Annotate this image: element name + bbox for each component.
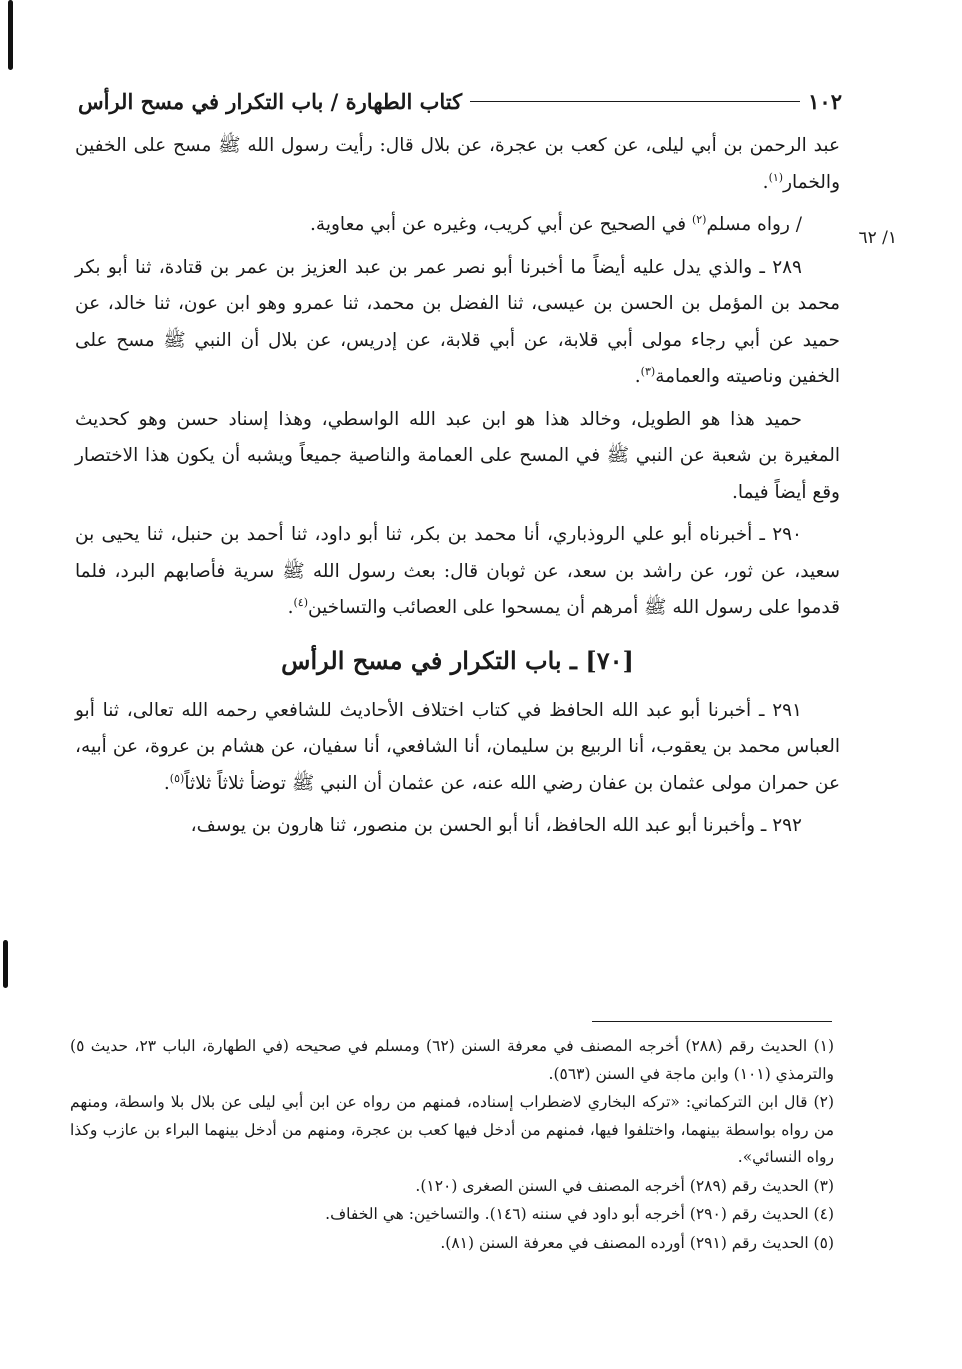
footnote-1: (١) الحديث رقم (٢٨٨) أخرجه المصنف في معرفة السنن (٦٢) ومسلم في صحيحه (في الطهارة، الباب ٢٣، حديث ٥) والترمذي (١٠١) وابن ماجة في السنن (٥٦٣). <box>70 1037 835 1083</box>
header-rule <box>470 101 800 102</box>
footnote-ref-5: (٥) <box>169 771 185 785</box>
footnote-ref-4: (٤) <box>293 595 308 609</box>
hadith-289: ٢٨٩ ـ والذي يدل عليه أيضاً ما أخبرنا أبو نصر عمر بن عبد العزيز بن عمر بن قتادة، ثنا أبو بكر محمد بن المؤمل بن الحسن بن عيسى، ثنا الفضل بن محمد، ثنا عمرو وهو ابن عون، ثنا خالد، عن حميد عن أبي رجاء مولى أبي قلابة، عن أبي قلابة، عن إدريس، عن بلال أن النبي ﷺ مسح على الخفين وناصيته والعمامة$^{(٣)}$. <box>75 256 840 387</box>
footnote-ref-3: (٣) <box>640 364 656 378</box>
hadith-292: ٢٩٢ ـ وأخبرنا أبو عبد الله الحافظ، أنا أبو الحسن بن منصور، ثنا هارون بن يوسف، <box>190 815 802 836</box>
hadith-290: ٢٩٠ ـ أخبرناه أبو علي الروذباري، أنا محمد بن بكر، ثنا أبو داود، ثنا أحمد بن حنبل، ثنا يحيى بن سعيد، عن ثور، عن راشد بن سعد، عن ثوبان قال: بعث رسول الله ﷺ سرية فأصابهم البرد، فلما قدموا على رسول الله ﷺ أمرهم أن يمسحوا على العصائب والتساخين$^{(٤)}$. <box>75 524 840 618</box>
footnote-5: (٥) الحديث رقم (٢٩١) أورده المصنف في معرفة السنن (٨١). <box>440 1233 834 1252</box>
footnote-2: (٢) قال ابن التركماني: «تركه البخاري لاضطراب إسناده، فمنهم من رواه عن ابن أبي ليلى عن بلال بلا واسطة، ومنهم من رواه بواسطة بينهما، واختلفوا فيها، فمنهم من أدخل فيها كعب بن عجرة، ومنهم من أدخل بينهما البراء بن عازب وكذا رواه النسائي». <box>70 1093 834 1166</box>
footnote-ref-2: (٢) <box>691 212 707 226</box>
footnote-ref-1: (١) <box>768 170 784 184</box>
running-header <box>78 84 842 118</box>
hadith-291: ٢٩١ ـ أخبرنا أبو عبد الله الحافظ في كتاب اختلاف الأحاديث للشافعي رحمه الله تعالى، ثنا أبو العباس محمد بن يعقوب، أنا الربيع بن سليمان، أنا الشافعي، أنا سفيان، عن هشام بن عروة، عن أبيه، عن حمران مولى عثمان بن عفان رضي الله عنه، عن عثمان أن النبي ﷺ توضأ ثلاثاً ثلاثاً$^{(٥)}$. <box>75 699 840 794</box>
chapter-heading: [٧٠] ـ باب التكرار في مسح الرأس <box>281 645 634 675</box>
main-text <box>75 128 840 851</box>
footnote-4: (٤) الحديث رقم (٢٩٠) أخرجه أبو داود في سننه (١٤٦). والتساخين: هي الخفاف. <box>325 1205 834 1223</box>
commentary-paragraph: حميد هذا هو الطويل، وخالد هذا هو ابن عبد الله الواسطي، وهذا إسناد حسن وهو كحديث المغيرة بن شعبة عن النبي ﷺ في المسح على العمامة والناصية جميعاً ويشبه أن يكون هذا الاختصار وقع أيضاً فيما. <box>75 408 840 503</box>
paragraph-2: / رواه مسلم$^{(٢)}$ في الصحيح عن أبي كريب، وغيره عن أبي معاوية. <box>310 212 802 235</box>
paragraph-1: عبد الرحمن بن أبي ليلى، عن كعب بن عجرة، عن بلال قال: رأيت رسول الله ﷺ مسح على الخفين والخمار$^{(١)}$. <box>75 135 840 193</box>
footnote-3: (٣) الحديث رقم (٢٨٩) أخرجه المصنف في السنن الصغرى (١٢٠). <box>415 1176 834 1195</box>
footnote-separator <box>592 1021 832 1022</box>
margin-volume-reference: ١/ ٦٢ <box>858 228 897 248</box>
running-title: كتاب الطهارة / باب التكرار في مسح الرأس <box>78 88 463 114</box>
page-number: ١٠٢ <box>808 88 842 114</box>
footnotes <box>70 1033 834 1258</box>
